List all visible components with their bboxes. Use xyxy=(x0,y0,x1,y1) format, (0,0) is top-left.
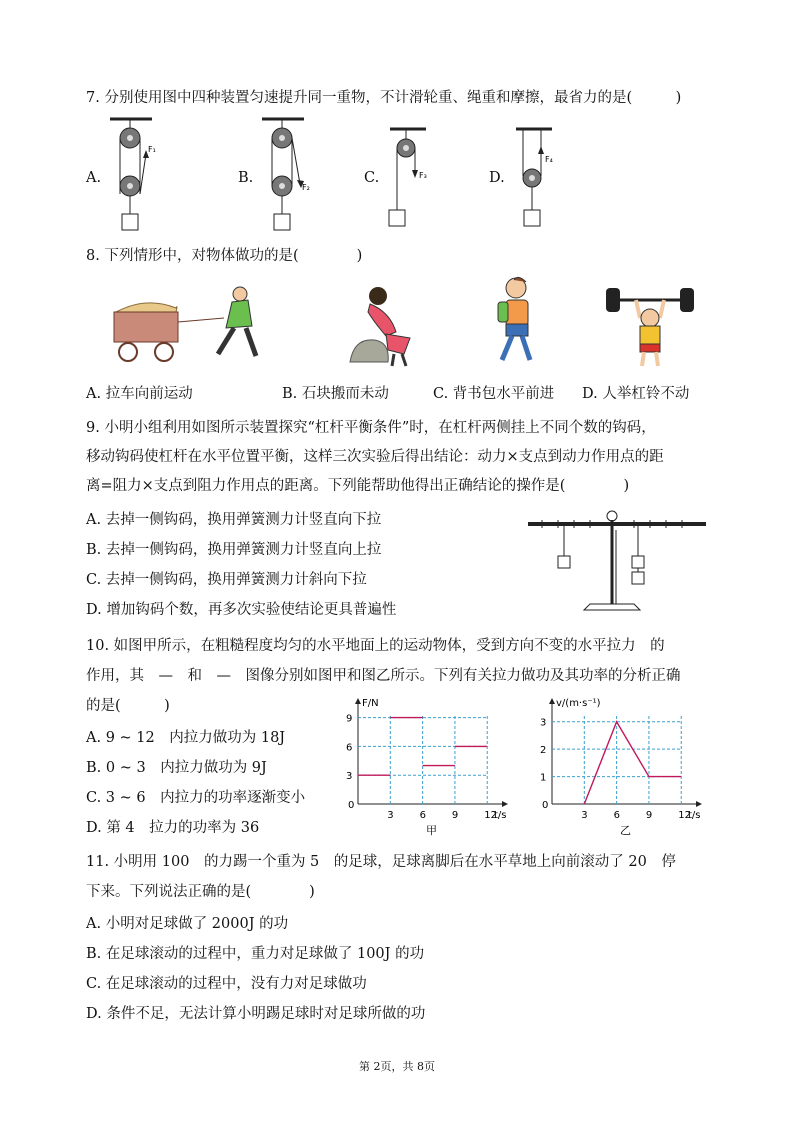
q8-option-b: B. 石块搬而未动 xyxy=(282,386,389,402)
x-tick-label: 3 xyxy=(581,810,588,821)
y-axis-arrow xyxy=(549,698,555,704)
pulley-figure-a xyxy=(106,114,166,238)
q9-line-3: 离=阻力×支点到阻力作用点的距离。下列能帮助他得出正确结论的操作是( ) xyxy=(86,478,630,494)
q10-line-2: 作用，其 — 和 — 图像分别如图甲和图乙所示。下列有关拉力做功及其功率的分析正确 xyxy=(86,668,681,684)
x-tick-label: 6 xyxy=(419,810,426,821)
pulley-figure-c xyxy=(386,124,446,230)
x-axis-label: t/s xyxy=(494,810,507,821)
q7-option-b: B. xyxy=(238,170,254,186)
y-tick-label: 2 xyxy=(540,745,547,757)
chart-title: 甲 xyxy=(426,824,437,837)
x-axis-label: t/s xyxy=(688,810,701,821)
x-tick-label: 12 xyxy=(678,810,691,821)
cart-pulling-picture xyxy=(106,282,266,370)
stone-lifting-picture xyxy=(330,282,430,370)
force-label-f1: F₁ xyxy=(148,145,156,154)
q7-stem: 7. 分别使用图中四种装置匀速提升同一重物，不计滑轮重、绳重和摩擦，最省力的是( ) xyxy=(86,90,682,106)
chart-title: 乙 xyxy=(620,824,631,837)
velocity-time-chart xyxy=(528,698,708,840)
y-axis-arrow xyxy=(355,698,361,704)
force-label-f4: F₄ xyxy=(545,155,553,164)
lever-apparatus-figure xyxy=(522,500,712,620)
q10-option-a: A. 9 ~ 12 内拉力做功为 18J xyxy=(86,730,286,746)
q10-line-1: 10. 如图甲所示，在粗糙程度均匀的水平地面上的运动物体，受到方向不变的水平拉力 的 xyxy=(86,638,665,654)
y-tick-label: 6 xyxy=(346,742,353,754)
q8-option-d: D. 人举杠铃不动 xyxy=(582,386,690,402)
q9-option-b: B. 去掉一侧钩码，换用弹簧测力计竖直向上拉 xyxy=(86,542,382,558)
q9-option-c: C. 去掉一侧钩码，换用弹簧测力计斜向下拉 xyxy=(86,572,367,588)
y-tick-label: 9 xyxy=(346,713,353,725)
q10-option-b: B. 0 ~ 3 内拉力做功为 9J xyxy=(86,760,267,776)
q10-option-c: C. 3 ~ 6 内拉力的功率逐渐变小 xyxy=(86,790,306,806)
x-tick-label: 12 xyxy=(484,810,497,821)
q10-line-3: 的是( ) xyxy=(86,698,170,714)
q11-option-d: D. 条件不足，无法计算小明踢足球时对足球所做的功 xyxy=(86,1006,426,1022)
q7-option-d: D. xyxy=(489,170,505,186)
q7-option-a: A. xyxy=(86,170,102,186)
origin-label: 0 xyxy=(348,800,355,811)
y-tick-label: 3 xyxy=(346,771,353,783)
q9-line-2: 移动钩码使杠杆在水平位置平衡，这样三次实验后得出结论：动力×支点到动力作用点的距 xyxy=(86,449,664,465)
q9-line-1: 9. 小明小组利用如图所示装置探究“杠杆平衡条件”时，在杠杆两侧挂上不同个数的钩码， xyxy=(86,420,656,436)
q11-option-a: A. 小明对足球做了 2000J 的功 xyxy=(86,916,289,932)
q9-option-a: A. 去掉一侧钩码，换用弹簧测力计竖直向下拉 xyxy=(86,512,382,528)
force-time-chart xyxy=(334,698,514,840)
page-footer: 第 2页，共 8页 xyxy=(359,1060,435,1073)
y-axis-label: v/(m·s⁻¹) xyxy=(556,698,601,709)
x-axis-arrow xyxy=(502,801,508,807)
q11-line-2: 下来。下列说法正确的是( ) xyxy=(86,884,315,900)
y-tick-label: 3 xyxy=(540,717,547,729)
q11-option-b: B. 在足球滚动的过程中，重力对足球做了 100J 的功 xyxy=(86,946,425,962)
q11-option-c: C. 在足球滚动的过程中，没有力对足球做功 xyxy=(86,976,367,992)
y-axis-label: F/N xyxy=(362,698,379,709)
q8-option-a: A. 拉车向前运动 xyxy=(86,386,193,402)
x-tick-label: 3 xyxy=(387,810,394,821)
origin-label: 0 xyxy=(542,800,549,811)
x-tick-label: 9 xyxy=(451,810,459,821)
velocity-line xyxy=(584,722,681,804)
q7-option-c: C. xyxy=(364,170,380,186)
pulley-figure-d xyxy=(512,124,572,230)
q8-stem: 8. 下列情形中，对物体做功的是( ) xyxy=(86,248,363,264)
x-tick-label: 6 xyxy=(613,810,620,821)
q9-option-d: D. 增加钩码个数，再多次实验使结论更具普遍性 xyxy=(86,602,397,618)
barbell-holding-picture xyxy=(604,282,696,370)
force-label-f2: F₂ xyxy=(302,183,310,192)
x-axis-arrow xyxy=(696,801,702,807)
pulley-figure-b xyxy=(258,114,318,238)
x-tick-label: 9 xyxy=(645,810,653,821)
q10-option-d: D. 第 4 拉力的功率为 36 xyxy=(86,820,260,836)
q8-option-c: C. 背书包水平前进 xyxy=(433,386,555,402)
y-tick-label: 1 xyxy=(540,772,547,784)
q11-line-1: 11. 小明用 100 的力踢一个重为 5 的足球，足球离脚后在水平草地上向前滚动了 20 停 xyxy=(86,854,676,870)
backpack-walking-picture xyxy=(488,274,548,370)
force-label-f3: F₃ xyxy=(419,171,427,180)
